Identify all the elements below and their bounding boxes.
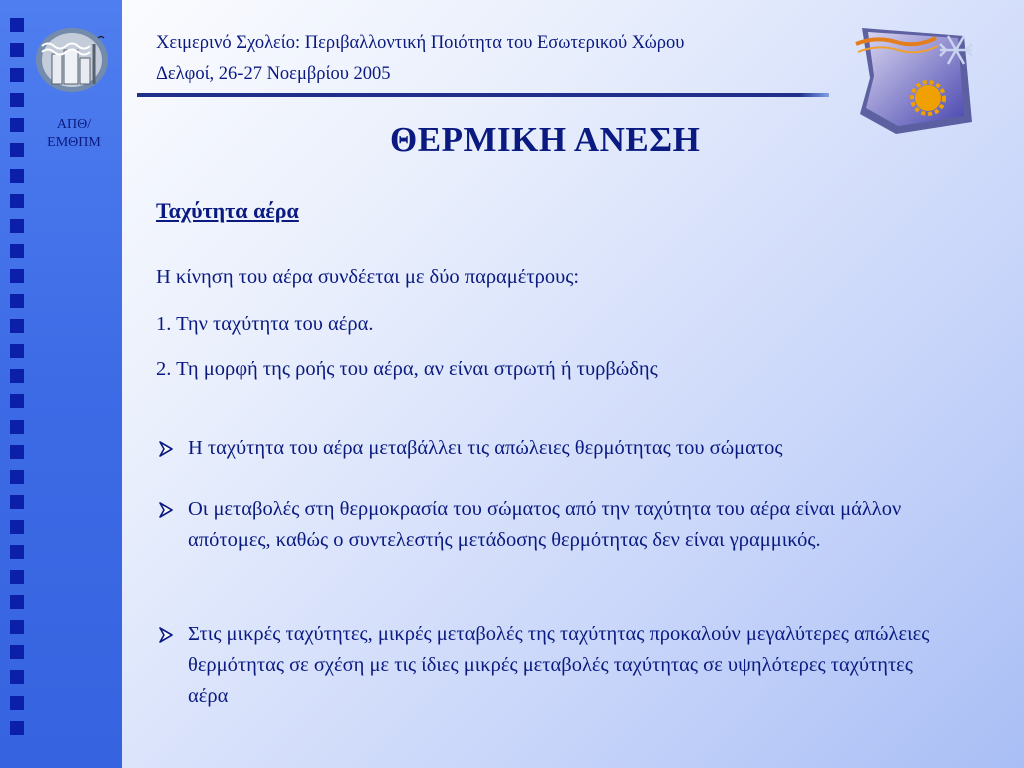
numbered-item-2: 2. Τη μορφή της ροής του αέρα, αν είναι στρωτή ή τυρβώδης bbox=[156, 358, 658, 380]
bullet-text: Η ταχύτητα του αέρα μεταβάλλει τις απώλειες θερμότητας του σώματος bbox=[188, 437, 783, 459]
org-line-2: ΕΜΘΠΜ bbox=[47, 135, 101, 150]
building-waves-logo-icon bbox=[34, 24, 112, 92]
header-divider bbox=[137, 93, 827, 97]
slide-title: ΘΕΡΜΙΚΗ ΑΝΕΣΗ bbox=[390, 120, 701, 159]
bullet-item bbox=[156, 494, 956, 556]
snowflake-sun-emblem-icon bbox=[852, 22, 990, 140]
decorative-square-column bbox=[10, 18, 24, 746]
organization-label bbox=[30, 116, 118, 152]
arrow-bullet-icon bbox=[156, 433, 178, 464]
arrow-bullet-icon bbox=[156, 619, 178, 650]
header-event-title: Χειμερινό Σχολείο: Περιβαλλοντική Ποιότητα του Εσωτερικού Χώρου bbox=[156, 33, 685, 53]
intro-paragraph: Η κίνηση του αέρα συνδέεται με δύο παραμέτρους: bbox=[156, 266, 580, 288]
section-subtitle: Ταχύτητα αέρα bbox=[156, 198, 299, 223]
bullet-item bbox=[156, 433, 956, 464]
left-sidebar bbox=[0, 0, 122, 768]
bullet-text: Στις μικρές ταχύτητες, μικρές μεταβολές της ταχύτητας προκαλούν μεγαλύτερες απώλειες θερμότητας σε σχέση με τις ίδιες μικρές μεταβολές ταχύτητας σε υψηλότερες ταχύτητες αέρα bbox=[188, 623, 930, 707]
org-line-1: ΑΠΘ/ bbox=[56, 117, 92, 132]
bullet-text: Οι μεταβολές στη θερμοκρασία του σώματος από την ταχύτητα του αέρα είναι μάλλον απότομες, καθώς ο συντελεστής μετάδοσης θερμότητας δεν είναι γραμμικός. bbox=[188, 498, 902, 551]
bullet-item bbox=[156, 619, 956, 712]
header-event-date: Δελφοί, 26-27 Νοεμβρίου 2005 bbox=[156, 64, 391, 84]
arrow-bullet-icon bbox=[156, 494, 178, 525]
numbered-item-1: 1. Την ταχύτητα του αέρα. bbox=[156, 313, 374, 335]
